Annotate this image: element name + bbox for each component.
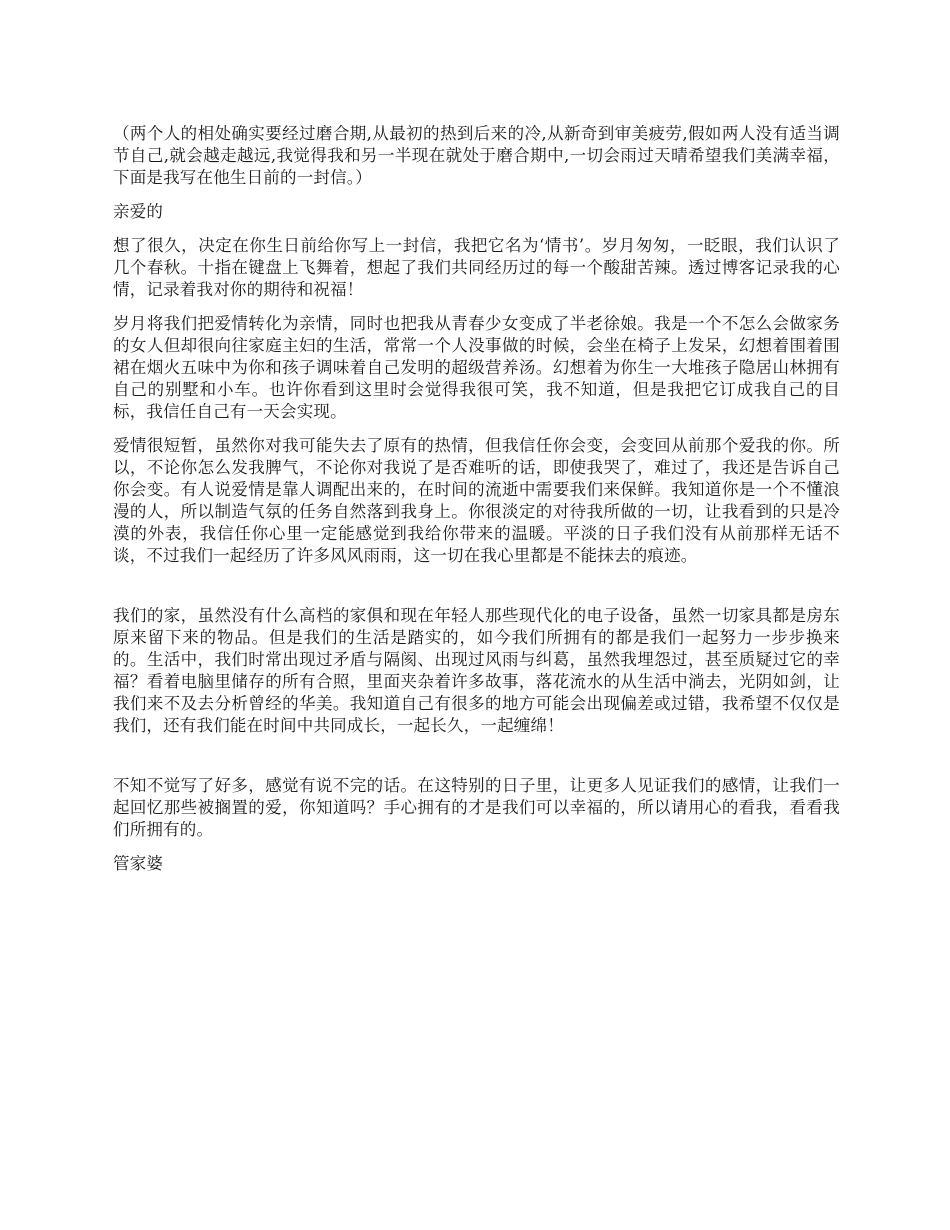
body-paragraph: 岁月将我们把爱情转化为亲情，同时也把我从青春少女变成了半老徐娘。我是一个不怎么会做家务的女人但却很向往家庭主妇的生活，常常一个人没事做的时候，会坐在椅子上发呆，幻想着围着围裙在烟火五味中为你和孩子调味着自己发明的超级营养汤。幻想着为你生一大堆孩子隐居山林拥有自己的别墅和小车。也许你看到这里时会觉得我很可笑，我不知道，但是我把它订成我自己的目标，我信任自己有一天会实现。 xyxy=(113,314,840,421)
body-paragraph: 爱情很短暂，虽然你对我可能失去了原有的热情，但我信任你会变，会变回从前那个爱我的你。所以，不论你怎么发我脾气，不论你对我说了是否难听的话，即使我哭了，难过了，我还是告诉自己你会变。有人说爱情是靠人调配出来的，在时间的流逝中需要我们来保鲜。我知道你是一个不懂浪漫的人，所以制造气氛的任务自然落到我身上。你很淡定的对待我所做的一切，让我看到的只是冷漠的外表，我信任你心里一定能感觉到我给你带来的温暖。平淡的日子我们没有从前那样无话不谈，不过我们一起经历了许多风风雨雨，这一切在我心里都是不能抹去的痕迹。 xyxy=(113,436,840,565)
body-paragraph: 不知不觉写了好多，感觉有说不完的话。在这特别的日子里，让更多人见证我们的感情，让我们一起回忆那些被搁置的爱，你知道吗？手心拥有的才是我们可以幸福的，所以请用心的看我，看看我们所拥有的。 xyxy=(113,776,840,839)
body-paragraph: 我们的家，虽然没有什么高档的家俱和现在年轻人那些现代化的电子设备，虽然一切家具都是房东原来留下来的物品。但是我们的生活是踏实的，如今我们所拥有的都是我们一起努力一步步换来的。生活中，我们时常出现过矛盾与隔阂、出现过风雨与纠葛，虽然我埋怨过，甚至质疑过它的幸福？看着电脑里储存的所有合照，里面夹杂着许多故事，落花流水的从生活中淌去，光阴如剑，让我们来不及去分析曾经的华美。我知道自己有很多的地方可能会出现偏差或过错，我希望不仅仅是我们，还有我们能在时间中共同成长，一起长久，一起缠绵！ xyxy=(113,606,840,735)
salutation: 亲爱的 xyxy=(113,202,164,221)
intro-paragraph: （两个人的相处确实要经过磨合期,从最初的热到后来的冷,从新奇到审美疲劳,假如两人没有适当调节自己,就会越走越远,我觉得我和另一半现在就处于磨合期中,一切会雨过天晴希望我们美满幸福，下面是我写在他生日前的一封信。） xyxy=(113,124,840,187)
paragraph-gap xyxy=(113,579,840,605)
letter-body xyxy=(113,123,840,887)
signature: 管家婆 xyxy=(113,854,164,873)
body-paragraph: 想了很久，决定在你生日前给你写上一封信，我把它名为‘情书’。岁月匆匆，一眨眼，我们认识了几个春秋。十指在键盘上飞舞着，想起了我们共同经历过的每一个酸甜苦辣。透过博客记录我的心情，记录着我对你的期待和祝福！ xyxy=(113,236,840,299)
paragraph-gap xyxy=(113,749,840,775)
